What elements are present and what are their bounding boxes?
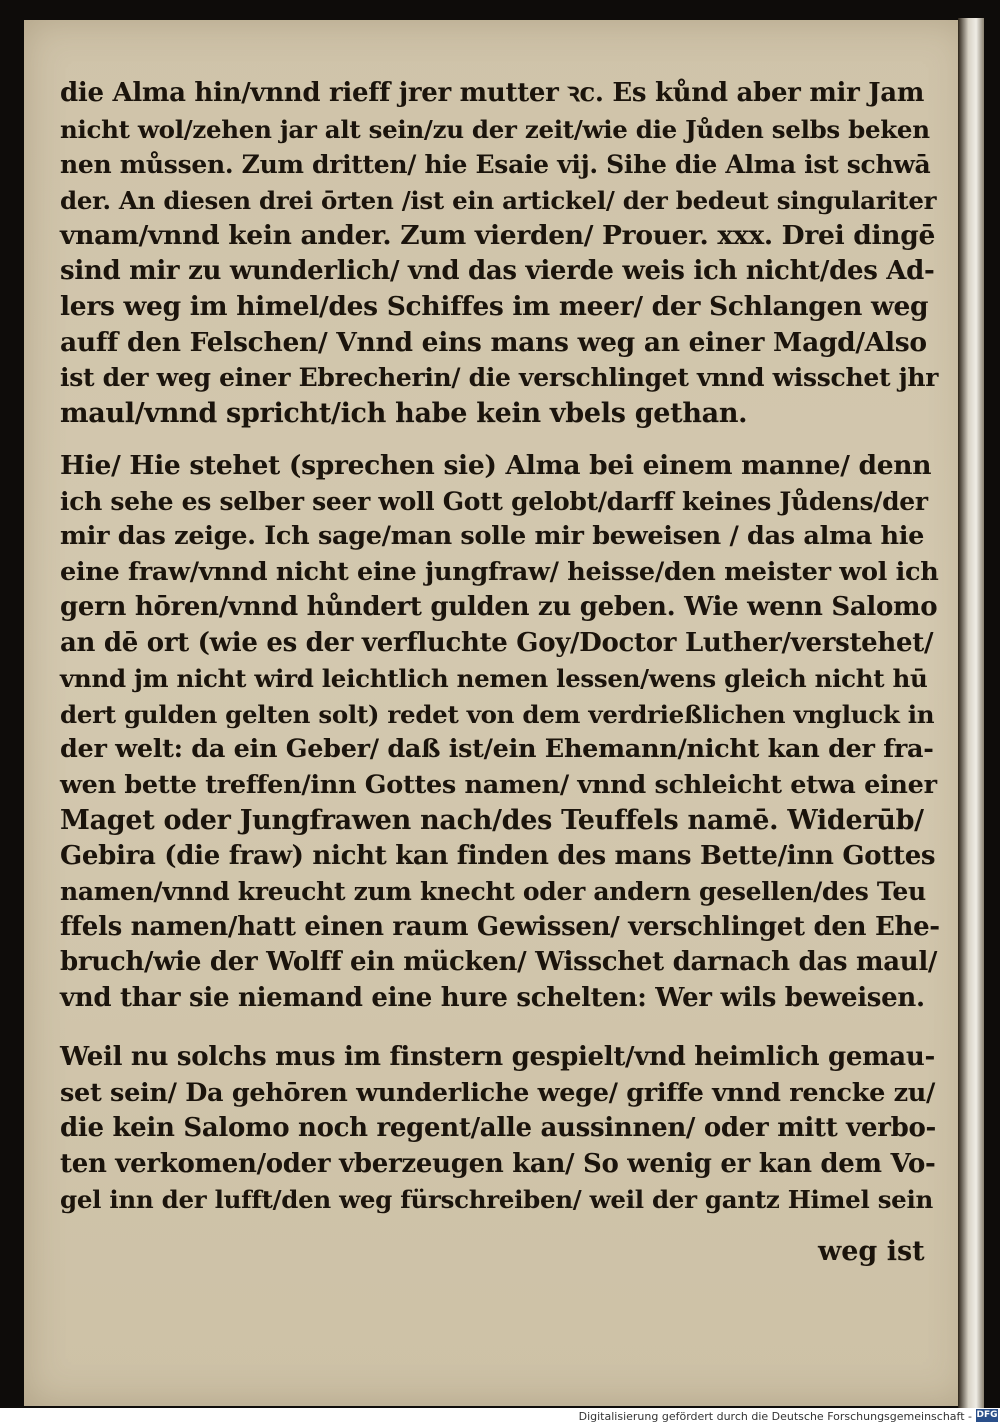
paragraph-2 <box>60 448 940 1016</box>
text-line: Weil nu solchs mus im finstern gespielt/vnd heimlich gemau- <box>60 1042 935 1072</box>
text-line: die Alma hin/vnnd rieff jrer mutter ꝛc. Es kůnd aber mir Jam <box>60 78 925 108</box>
text-line: set sein/ Da gehōren wunderliche wege/ griffe vnnd rencke zu/ <box>60 1077 936 1108</box>
text-line: namen/vnnd kreucht zum knecht oder andern gesellen/des Teu <box>60 877 926 906</box>
text-line: ten verkomen/oder vberzeugen kan/ So wenig er kan dem Vo- <box>60 1148 936 1179</box>
text-line: der welt: da ein Geber/ daß ist/ein Ehemann/nicht kan der fra- <box>60 734 934 764</box>
text-line: nicht wol/zehen jar alt sein/zu der zeit/wie die Jůden selbs beken <box>60 114 930 144</box>
text-line: eine fraw/vnnd nicht eine jungfraw/ heisse/den meister wol ich <box>60 556 939 587</box>
text-line: ffels namen/hatt einen raum Gewissen/ verschlinget den Ehe- <box>60 911 940 942</box>
text-line: lers weg im himel/des Schiffes im meer/ der Schlangen weg <box>60 291 929 322</box>
funding-credit: Digitalisierung gefördert durch die Deutsche Forschungsgemeinschaft - <box>578 1410 972 1423</box>
text-line: die kein Salomo noch regent/alle aussinnen/ oder mitt verbo- <box>60 1113 937 1143</box>
digitization-footer <box>0 1408 1000 1424</box>
text-line: nen můssen. Zum dritten/ hie Esaie vij. Sihe die Alma ist schwā <box>60 150 931 179</box>
text-line: gern hōren/vnnd hůndert gulden zu geben. Wie wenn Salomo <box>60 592 938 622</box>
text-line: bruch/wie der Wolff ein mücken/ Wisschet darnach das maul/ <box>60 947 938 977</box>
text-line: ich sehe es selber seer woll Gott gelobt/darff keines Jůdens/der <box>60 486 928 516</box>
text-line: Maget oder Jungfrawen nach/des Teuffels namē. Widerūb/ <box>60 805 924 836</box>
text-line: ist der weg einer Ebrecherin/ die verschlinget vnnd wisschet jhr <box>60 363 939 392</box>
text-line: auff den Felschen/ Vnnd eins mans weg an einer Magd/Also <box>60 326 927 358</box>
text-line: sind mir zu wunderlich/ vnd das vierde weis ich nicht/des Ad- <box>60 255 935 286</box>
text-line: vnd thar sie niemand eine hure schelten: Wer wils beweisen. <box>60 982 925 1013</box>
text-line: wen bette treffen/inn Gottes namen/ vnnd schleicht etwa einer <box>60 769 937 800</box>
paragraph-1 <box>60 76 940 431</box>
text-line: mir das zeige. Ich sage/man solle mir beweisen / das alma hie <box>60 521 925 551</box>
dfg-logo-icon: DFG <box>976 1410 998 1420</box>
text-line: der. An diesen drei ōrten /ist ein artickel/ der bedeut singulariter <box>60 185 937 215</box>
text-line: gel inn der lufft/den weg fürschreiben/ weil der gantz Himel sein <box>60 1185 933 1214</box>
catchword: weg ist <box>818 1236 925 1267</box>
text-line: vnam/vnnd kein ander. Zum vierden/ Prouer. xxx. Drei dingē <box>60 220 936 251</box>
text-line: dert gulden gelten solt) redet von dem verdrießlichen vngluck in <box>60 699 935 729</box>
text-line: Gebira (die fraw) nicht kan finden des mans Bette/inn Gottes <box>60 840 936 871</box>
paragraph-3 <box>60 1040 940 1218</box>
text-line: Hie/ Hie stehet (sprechen sie) Alma bei einem manne/ denn <box>60 450 932 481</box>
text-line: maul/vnnd spricht/ich habe kein vbels gethan. <box>60 397 748 429</box>
text-line: an dē ort (wie es der verfluchte Goy/Doctor Luther/verstehet/ <box>60 627 934 658</box>
text-line: vnnd jm nicht wird leichtlich nemen lessen/wens gleich nicht hū <box>60 664 928 693</box>
page-edge <box>958 18 984 1410</box>
